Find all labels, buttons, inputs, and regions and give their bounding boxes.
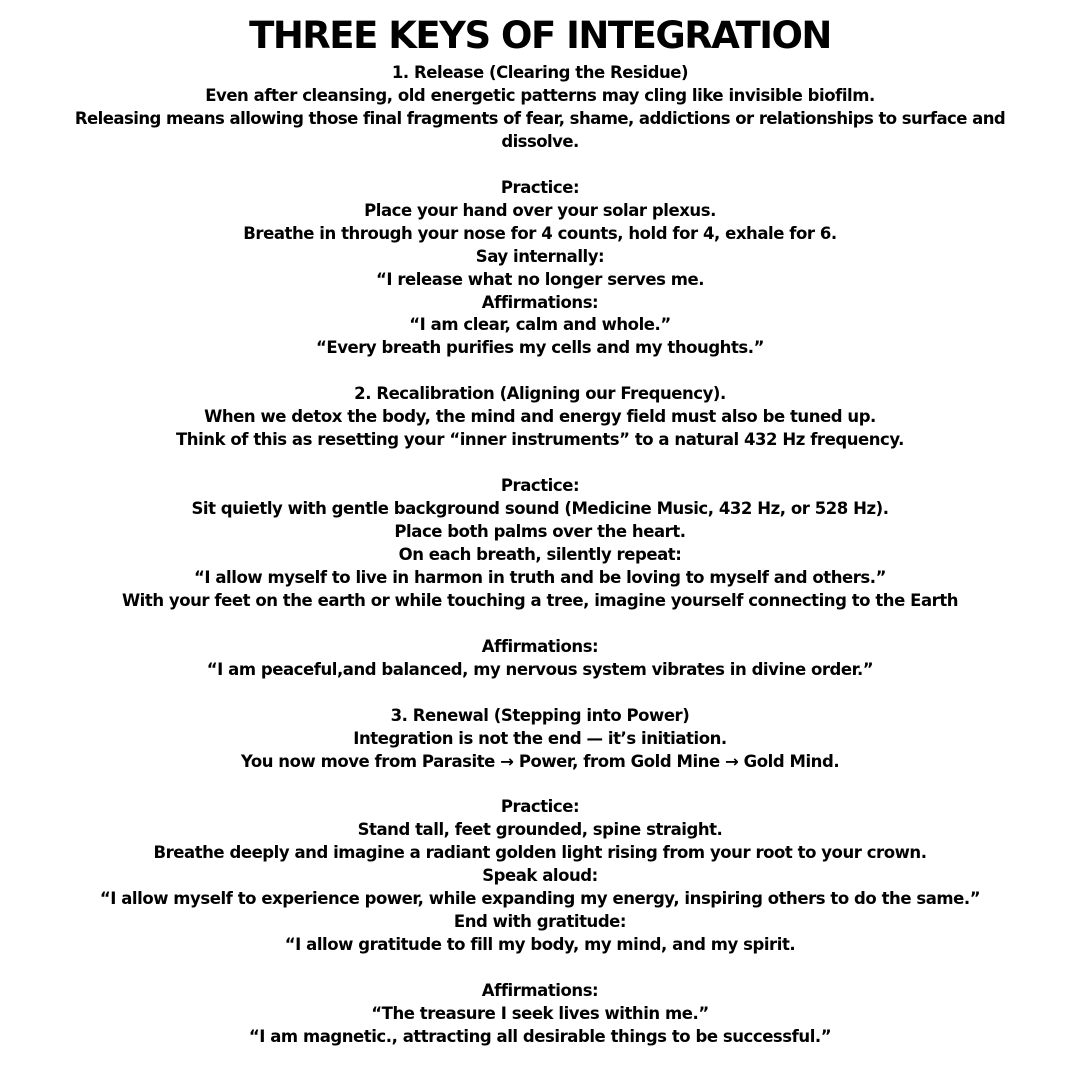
blank-line bbox=[70, 154, 1010, 177]
section-1-practice-line-3: Say internally: bbox=[475, 246, 605, 266]
section-3-practice-line-5: End with gratitude: bbox=[453, 912, 627, 932]
section-3-intro-line-1: Integration is not the end — it’s initiation. bbox=[353, 728, 727, 748]
section-2-practice-label: Practice: bbox=[500, 476, 580, 496]
blank-line bbox=[70, 682, 1010, 705]
section-1-intro-line-1: Even after cleansing, old energetic patterns may cling like invisible biofilm. bbox=[205, 85, 875, 105]
section-3-affirmations-label: Affirmations: bbox=[481, 981, 599, 1001]
section-2-intro-line-2: Think of this as resetting your “inner instruments” to a natural 432 Hz frequency. bbox=[176, 430, 904, 450]
section-2-intro-line-1: When we detox the body, the mind and energy field must also be tuned up. bbox=[204, 407, 876, 427]
page-title: THREE KEYS OF INTEGRATION bbox=[249, 14, 831, 57]
section-2-practice-line-3: On each breath, silently repeat: bbox=[398, 544, 682, 564]
section-2-practice-line-2: Place both palms over the heart. bbox=[394, 522, 686, 542]
section-1-affirmation-2: “Every breath purifies my cells and my thoughts.” bbox=[315, 338, 764, 358]
blank-line bbox=[70, 452, 1010, 475]
section-3-intro-line-2: You now move from Parasite → Power, from Gold Mine → Gold Mind. bbox=[240, 751, 840, 771]
blank-line bbox=[70, 613, 1010, 636]
section-3-affirmation-1: “The treasure I seek lives within me.” bbox=[371, 1003, 709, 1023]
section-3-heading: 3. Renewal (Stepping into Power) bbox=[390, 705, 690, 725]
section-2-practice-line-4: “I allow myself to live in harmon in truth and be loving to myself and others.” bbox=[194, 567, 886, 587]
section-3-practice-line-1: Stand tall, feet grounded, spine straight. bbox=[357, 820, 723, 840]
section-2-heading: 2. Recalibration (Aligning our Frequency). bbox=[354, 384, 726, 404]
section-3-affirmation-2: “I am magnetic., attracting all desirable things to be successful.” bbox=[248, 1026, 832, 1046]
blank-line bbox=[70, 360, 1010, 383]
section-3-practice-line-3: Speak aloud: bbox=[482, 866, 598, 886]
section-2-practice-line-5: With your feet on the earth or while touching a tree, imagine yourself connecting to the Earth bbox=[121, 590, 959, 610]
section-3-practice-line-2: Breathe deeply and imagine a radiant golden light rising from your root to your crown. bbox=[153, 843, 927, 863]
section-1-practice-line-4: “I release what no longer serves me. bbox=[375, 269, 705, 289]
section-3-practice-line-4: “I allow myself to experience power, while expanding my energy, inspiring others to do the same.” bbox=[99, 889, 981, 909]
section-1-practice-line-2: Breathe in through your nose for 4 counts, hold for 4, exhale for 6. bbox=[243, 223, 837, 243]
section-2-practice-line-1: Sit quietly with gentle background sound (Medicine Music, 432 Hz, or 528 Hz). bbox=[191, 499, 889, 519]
section-1-intro-line-2: Releasing means allowing those final fragments of fear, shame, addictions or relationships to surface and dissolve. bbox=[74, 108, 1006, 151]
section-2-affirmations-label: Affirmations: bbox=[481, 636, 599, 656]
section-1-heading: 1. Release (Clearing the Residue) bbox=[391, 63, 689, 82]
section-3-practice-label: Practice: bbox=[500, 797, 580, 817]
section-2-affirmation-1: “I am peaceful,and balanced, my nervous system vibrates in divine order.” bbox=[206, 659, 874, 679]
blank-line bbox=[70, 773, 1010, 796]
document-body bbox=[0, 62, 1080, 1049]
blank-line bbox=[70, 957, 1010, 980]
section-1-affirmations-label: Affirmations: bbox=[481, 292, 599, 312]
section-1-practice-line-1: Place your hand over your solar plexus. bbox=[364, 200, 716, 220]
section-1-affirmation-1: “I am clear, calm and whole.” bbox=[409, 315, 671, 335]
section-3-practice-line-6: “I allow gratitude to fill my body, my mind, and my spirit. bbox=[284, 935, 796, 955]
section-1-practice-label: Practice: bbox=[500, 177, 580, 197]
